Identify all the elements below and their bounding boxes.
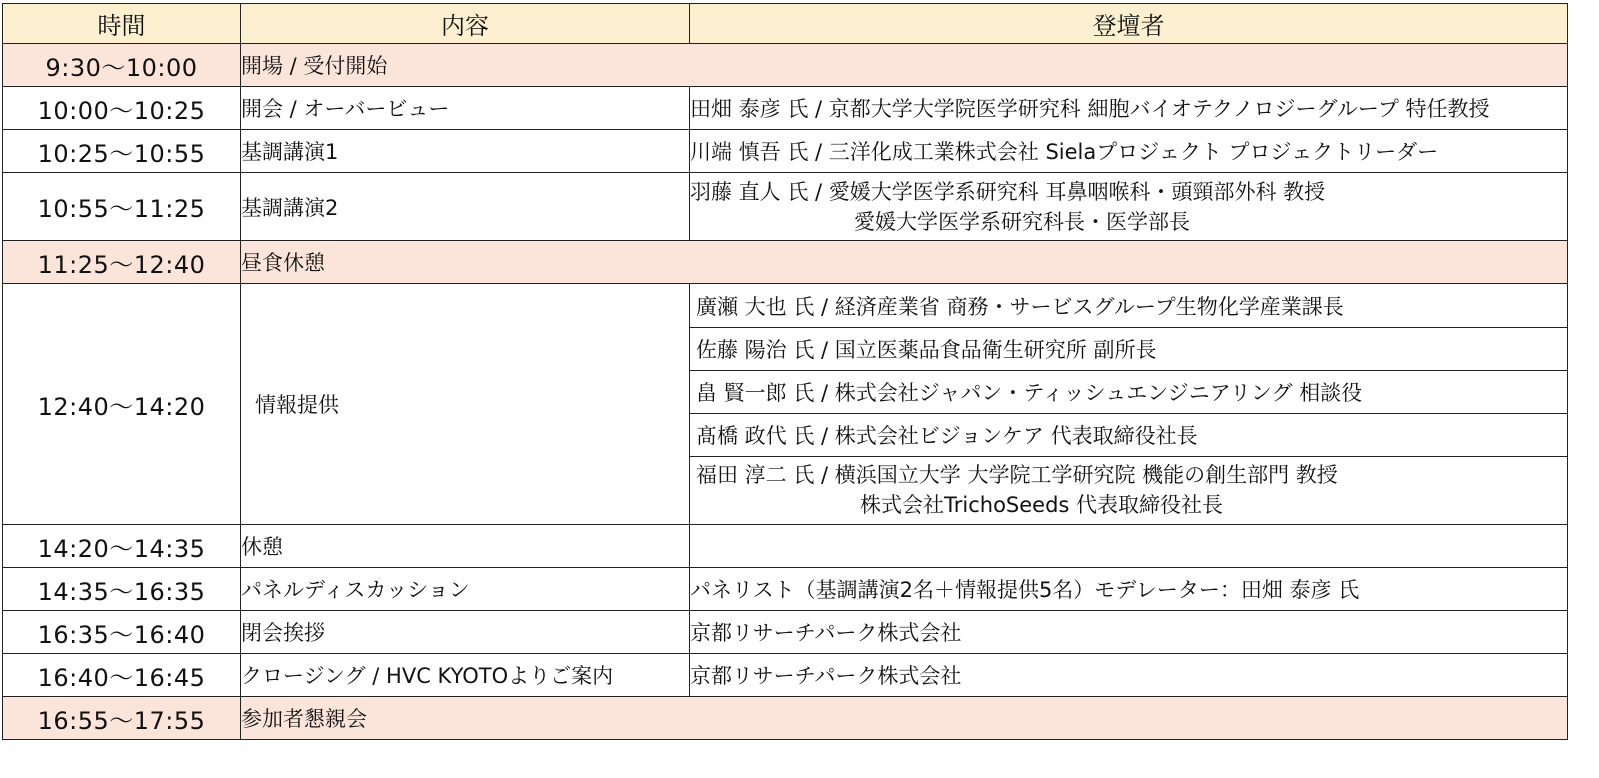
schedule-container xyxy=(2,3,1568,740)
content-cell: 開場 / 受付開始 xyxy=(241,44,1568,87)
table-row xyxy=(3,284,1568,525)
speaker-line: 福田 淳二 氏 / 横浜国立大学 大学院工学研究院 機能の創生部門 教授 xyxy=(696,463,1338,487)
time-cell: 10:55～11:25 xyxy=(3,173,241,241)
content-cell: 基調講演1 xyxy=(241,130,690,173)
content-cell: 昼食休憩 xyxy=(241,241,1568,284)
time-cell: 9:30～10:00 xyxy=(3,44,241,87)
speaker-cell xyxy=(690,173,1568,241)
time-cell: 10:25～10:55 xyxy=(3,130,241,173)
table-row xyxy=(3,173,1568,241)
header-speaker: 登壇者 xyxy=(690,4,1568,44)
content-cell: パネルディスカッション xyxy=(241,568,690,611)
time-cell: 16:35～16:40 xyxy=(3,611,241,654)
table-row xyxy=(3,241,1568,284)
table-row xyxy=(3,44,1568,87)
speaker-item: 廣瀬 大也 氏 / 経済産業省 商務・サービスグループ生物化学産業課長 xyxy=(690,285,1567,328)
content-cell: 開会 / オーバービュー xyxy=(241,87,690,130)
schedule-table xyxy=(2,3,1568,740)
speaker-line: 羽藤 直人 氏 / 愛媛大学医学系研究科 耳鼻咽喉科・頭頸部外科 教授 xyxy=(690,179,1326,204)
time-cell: 14:20～14:35 xyxy=(3,525,241,568)
speaker-item: 佐藤 陽治 氏 / 国立医薬品食品衛生研究所 副所長 xyxy=(690,328,1567,371)
table-row xyxy=(3,611,1568,654)
header-row xyxy=(3,4,1568,44)
content-cell: 休憩 xyxy=(241,525,690,568)
table-row xyxy=(3,654,1568,697)
content-cell: クロージング / HVC KYOTOよりご案内 xyxy=(241,654,690,697)
speaker-list-cell xyxy=(690,284,1568,525)
table-row xyxy=(3,697,1568,740)
speaker-item: 畠 賢一郎 氏 / 株式会社ジャパン・ティッシュエンジニアリング 相談役 xyxy=(690,371,1567,414)
time-cell: 10:00～10:25 xyxy=(3,87,241,130)
speaker-cell xyxy=(690,525,1568,568)
speaker-cell: 田畑 泰彦 氏 / 京都大学大学院医学研究科 細胞バイオテクノロジーグループ 特任教授 xyxy=(690,87,1568,130)
speaker-item xyxy=(690,457,1567,524)
table-row xyxy=(3,87,1568,130)
time-cell: 11:25～12:40 xyxy=(3,241,241,284)
table-row xyxy=(3,130,1568,173)
speaker-line-2: 株式会社TrichoSeeds 代表取締役社長 xyxy=(860,493,1224,517)
time-cell: 12:40～14:20 xyxy=(3,284,241,525)
time-cell: 14:35～16:35 xyxy=(3,568,241,611)
speaker-cell: パネリスト（基調講演2名＋情報提供5名）モデレーター：田畑 泰彦 氏 xyxy=(690,568,1568,611)
speaker-item: 髙橋 政代 氏 / 株式会社ビジョンケア 代表取締役社長 xyxy=(690,414,1567,457)
speaker-cell: 京都リサーチパーク株式会社 xyxy=(690,654,1568,697)
table-row xyxy=(3,568,1568,611)
speaker-cell: 川端 慎吾 氏 / 三洋化成工業株式会社 Sielaプロジェクト プロジェクトリーダー xyxy=(690,130,1568,173)
content-cell: 基調講演2 xyxy=(241,173,690,241)
content-cell: 情報提供 xyxy=(241,284,690,525)
time-cell: 16:55～17:55 xyxy=(3,697,241,740)
speaker-line-2: 愛媛大学医学系研究科長・医学部長 xyxy=(854,209,1190,234)
time-cell: 16:40～16:45 xyxy=(3,654,241,697)
table-row xyxy=(3,525,1568,568)
speaker-list xyxy=(690,285,1567,523)
header-time: 時間 xyxy=(3,4,241,44)
content-cell: 参加者懇親会 xyxy=(241,697,1568,740)
header-content: 内容 xyxy=(241,4,690,44)
content-cell: 閉会挨拶 xyxy=(241,611,690,654)
speaker-cell: 京都リサーチパーク株式会社 xyxy=(690,611,1568,654)
